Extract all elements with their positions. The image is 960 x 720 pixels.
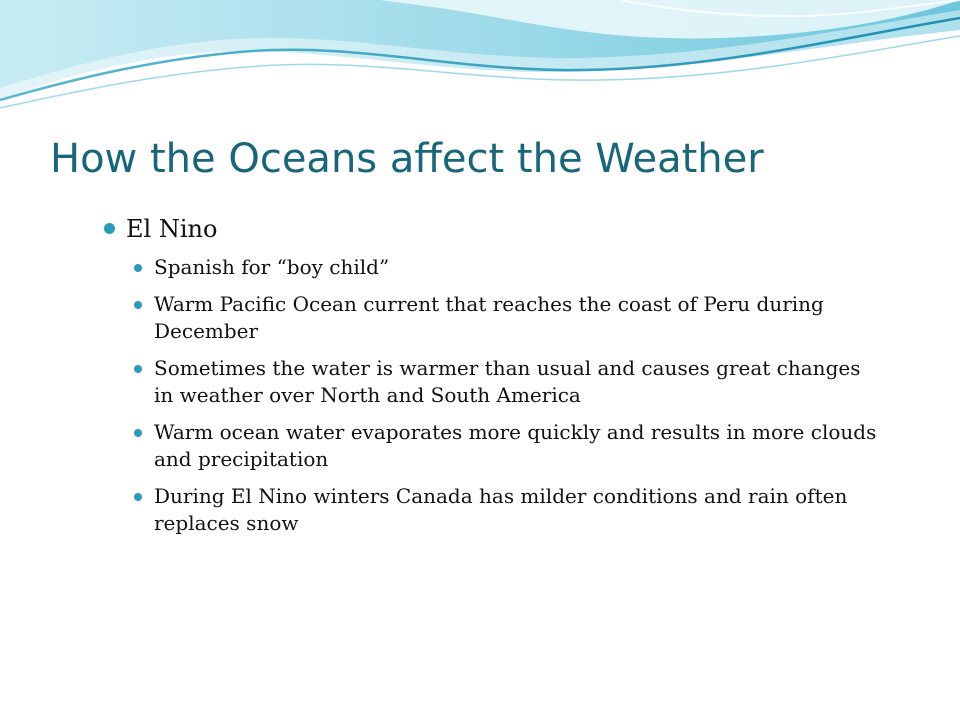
sub-bullet-text: Sometimes the water is warmer than usual and causes great changes in weather over North and South America: [154, 356, 861, 407]
sub-bullet-item: [134, 291, 884, 345]
sub-bullet-item: [134, 483, 884, 537]
sub-bullet-item: [134, 419, 884, 473]
bullet-text: El Nino: [126, 215, 218, 243]
sub-bullet-list: [134, 254, 884, 537]
slide-title: How the Oceans affect the Weather: [50, 136, 764, 182]
sub-bullet-item: [134, 254, 884, 281]
sub-bullet-text: Spanish for “boy child”: [154, 255, 390, 279]
sub-bullet-text: Warm ocean water evaporates more quickly and results in more clouds and precipitation: [154, 420, 877, 471]
bullet-dot-icon: [134, 429, 142, 437]
bullet-el-nino: [104, 212, 884, 246]
decorative-wave-header: [0, 0, 960, 130]
sub-bullet-text: Warm Pacific Ocean current that reaches the coast of Peru during December: [154, 292, 824, 343]
sub-bullet-item: [134, 355, 884, 409]
bullet-dot-icon: [134, 301, 142, 309]
bullet-list: [104, 212, 884, 547]
bullet-dot-icon: [134, 493, 142, 501]
sub-bullet-text: During El Nino winters Canada has milder conditions and rain often replaces snow: [154, 484, 848, 535]
bullet-dot-icon: [104, 223, 115, 234]
bullet-dot-icon: [134, 264, 142, 272]
bullet-dot-icon: [134, 365, 142, 373]
